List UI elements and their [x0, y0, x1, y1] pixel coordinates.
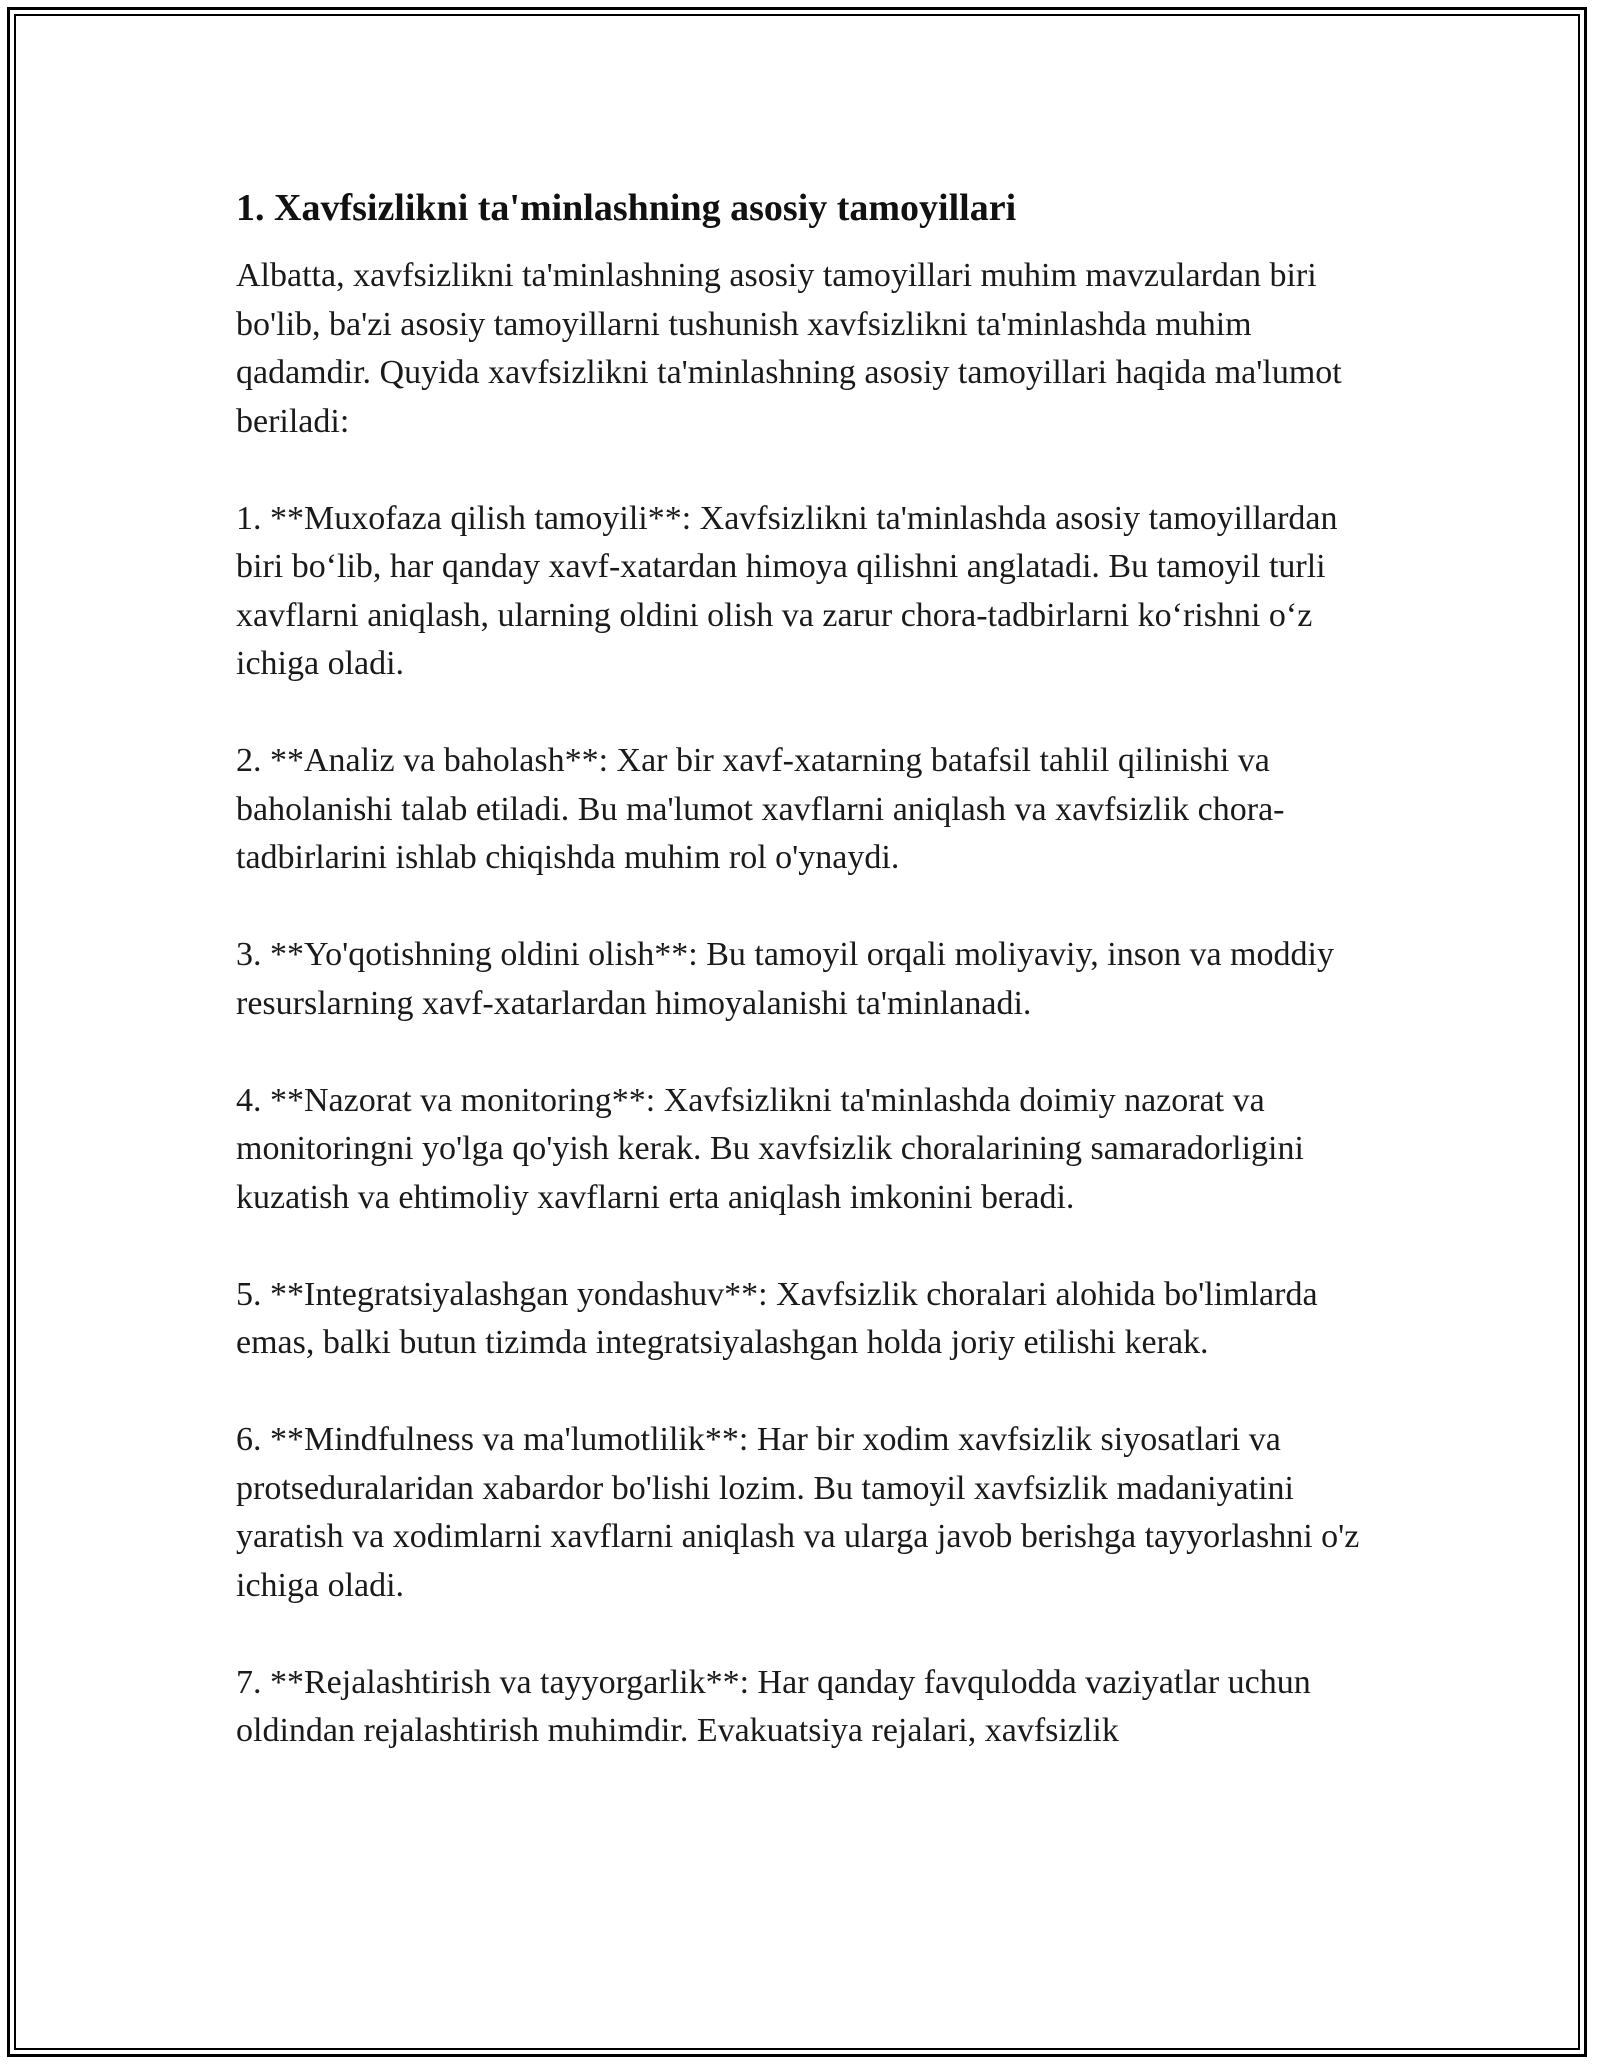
principle-item-7: 7. **Rejalashtirish va tayyorgarlik**: Har qanday favqulodda vaziyatlar uchun oldindan rejalashtirish muhimdir. Evakuatsiya rejalari, xavfsizlik: [236, 1663, 1311, 1749]
principle-item-5: 5. **Integratsiyalashgan yondashuv**: Xavfsizlik choralari alohida bo'limlarda emas, balki butun tizimda integratsiyalashgan holda joriy etilishi kerak.: [236, 1275, 1318, 1361]
principle-item-2: 2. **Analiz va baholash**: Xar bir xavf-xatarning batafsil tahlil qilinishi va baholanishi talab etiladi. Bu ma'lumot xavflarni aniqlash va xavfsizlik chora-tadbirlarini ishlab chiqishda muhim rol o'ynaydi.: [236, 742, 1285, 876]
principle-item-3: 3. **Yo'qotishning oldini olish**: Bu tamoyil orqali moliyaviy, inson va moddiy resurslarning xavf-xatarlardan himoyalanishi ta'minlanadi.: [236, 936, 1334, 1022]
document-body: [236, 184, 1376, 1804]
intro-paragraph: Albatta, xavfsizlikni ta'minlashning asosiy tamoyillari muhim mavzulardan biri bo'lib, ba'zi asosiy tamoyillarni tushunish xavfsizlikni ta'minlashda muhim qadamdir. Quyida xavfsizlikni ta'minlashning asosiy tamoyillari haqida ma'lumot beriladi:: [236, 257, 1342, 440]
section-heading: 1. Xavfsizlikni ta'minlashning asosiy tamoyillari: [236, 187, 1017, 229]
principle-item-6: 6. **Mindfulness va ma'lumotlilik**: Har bir xodim xavfsizlik siyosatlari va protseduralaridan xabardor bo'lishi lozim. Bu tamoyil xavfsizlik madaniyatini yaratish va xodimlarni xavflarni aniqlash va ularga javob berishga tayyorlashni o'z ichiga oladi.: [236, 1421, 1360, 1604]
principle-item-1: 1. **Muxofaza qilish tamoyili**: Xavfsizlikni ta'minlashda asosiy tamoyillardan biri bo‘lib, har qanday xavf-xatardan himoya qilishni anglatadi. Bu tamoyil turli xavflarni aniqlash, ularning oldini olish va zarur chora-tadbirlarni ko‘rishni o‘z ichiga oladi.: [236, 499, 1338, 682]
principle-item-4: 4. **Nazorat va monitoring**: Xavfsizlikni ta'minlashda doimiy nazorat va monitoringni yo'lga qo'yish kerak. Bu xavfsizlik choralarining samaradorligini kuzatish va ehtimoliy xavflarni erta aniqlash imkonini beradi.: [236, 1081, 1304, 1216]
